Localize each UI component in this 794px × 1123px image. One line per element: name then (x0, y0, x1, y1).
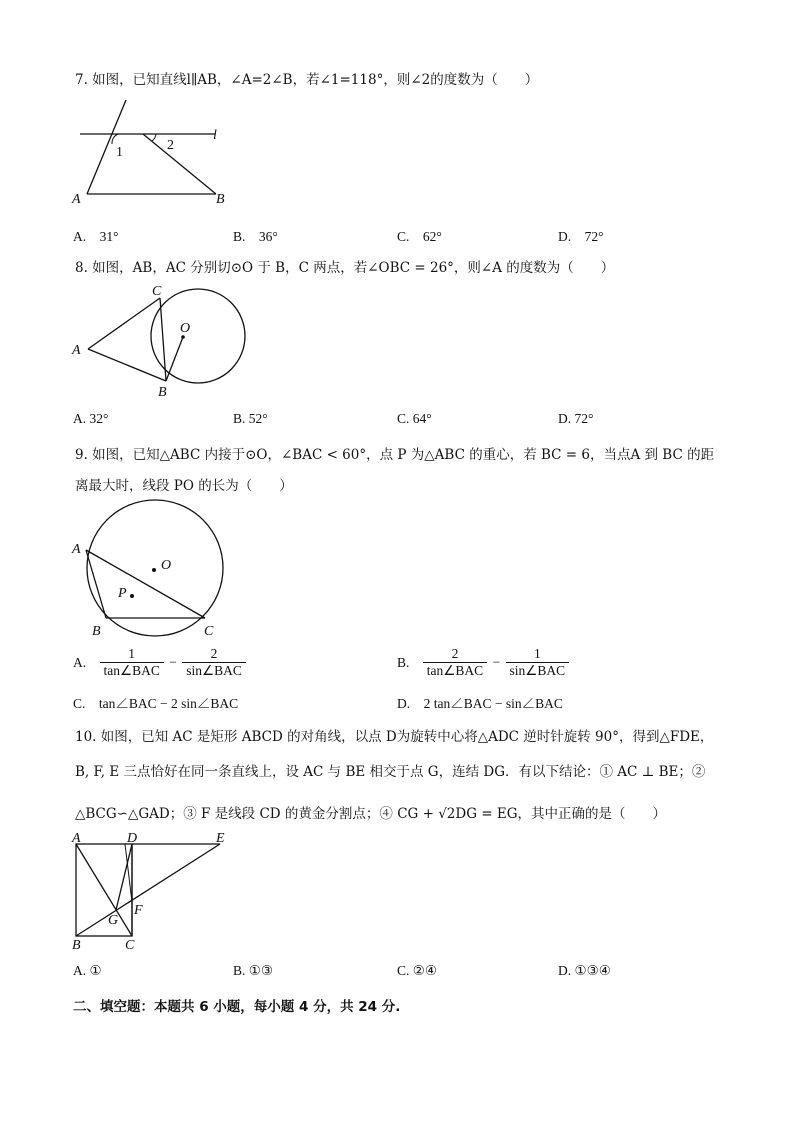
q9-option-b-num1: 2 (451, 646, 459, 661)
q7-option-d[interactable]: D. 72° (558, 229, 604, 244)
q8-option-d[interactable]: D. 72° (558, 411, 594, 426)
q9-option-a[interactable] (73, 646, 248, 679)
q8-label-c: C (152, 284, 162, 299)
q10-label-c: C (125, 938, 135, 953)
q9-option-a-num1: 1 (128, 646, 136, 661)
q7-label-l: l (213, 128, 217, 143)
q10-option-d[interactable]: D. ①③④ (558, 963, 611, 978)
q7-option-c[interactable]: C. 62° (397, 229, 442, 244)
q10-option-b[interactable]: B. ①③ (233, 963, 273, 978)
q10-label-d: D (127, 831, 138, 846)
q7-option-b[interactable]: B. 36° (233, 229, 278, 244)
q7-label-a: A (72, 192, 81, 207)
q10-figure (70, 832, 240, 957)
q9-option-b[interactable] (397, 646, 571, 679)
q10-option-a[interactable]: A. ① (73, 963, 102, 978)
q9-option-b-den2: sin∠BAC (506, 662, 570, 679)
q9-label-o: O (161, 558, 172, 573)
q7-label-1: 1 (116, 145, 123, 160)
q9-option-a-label: A. (73, 654, 87, 670)
q9-label-p: P (118, 586, 127, 601)
q10-label-g: G (108, 913, 119, 928)
q9-option-a-frac1 (100, 646, 164, 679)
q7-stem: 7. 如图，已知直线l∥AB，∠A=2∠B，若∠1=118°，则∠2的度数为（ ） (75, 72, 539, 88)
q10-option-c[interactable]: C. ②④ (397, 963, 437, 978)
q7-label-2: 2 (167, 138, 174, 153)
q8-figure (70, 282, 240, 402)
q9-label-a: A (72, 542, 81, 557)
q10-label-a: A (72, 831, 81, 846)
q9-stem-line1: 9. 如图，已知△ABC 内接于⊙O，∠BAC < 60°，点 P 为△ABC 的重心，若 BC = 6，当点A 到 BC 的距 (75, 447, 715, 463)
q9-stem-line2: 离最大时，线段 PO 的长为（ ） (75, 478, 293, 494)
q8-label-b: B (158, 385, 167, 400)
section-heading: 二、填空题：本题共 6 小题，每小题 4 分，共 24 分. (73, 999, 401, 1015)
q9-option-a-frac2 (182, 646, 246, 679)
q7-figure (70, 98, 240, 208)
q9-label-b: B (92, 624, 101, 639)
q9-option-d[interactable]: D. 2 tan∠BAC − sin∠BAC (397, 696, 563, 711)
q10-stem-line1: 10. 如图，已知 AC 是矩形 ABCD 的对角线，以点 D为旋转中心将△ADC 逆时针旋转 90°，得到△FDE， (75, 729, 714, 745)
q10-stem-line2: B, F, E 三点恰好在同一条直线上，设 AC 与 BE 相交于点 G，连结 DG．有以下结论：① AC ⊥ BE；② (75, 764, 706, 780)
q10-stem-line3: △BCG∽△GAD；③ F 是线段 CD 的黄金分割点；④ CG + √2DG = EG，其中正确的是（ ） (75, 806, 667, 822)
q10-label-b: B (72, 938, 81, 953)
q7-label-b: B (216, 192, 225, 207)
q9-option-b-frac2 (506, 646, 570, 679)
q9-option-b-minus: − (492, 654, 501, 670)
q9-option-a-num2: 2 (210, 646, 218, 661)
q9-option-b-num2: 1 (533, 646, 541, 661)
q9-option-b-den1: tan∠BAC (423, 662, 487, 679)
q9-label-c: C (204, 624, 214, 639)
q9-option-c[interactable]: C. tan∠BAC − 2 sin∠BAC (73, 696, 239, 711)
q8-option-c[interactable]: C. 64° (397, 411, 432, 426)
q9-option-a-den2: sin∠BAC (182, 662, 246, 679)
q10-label-e: E (216, 831, 225, 846)
q10-label-f: F (134, 903, 143, 918)
q8-stem: 8. 如图，AB，AC 分别切⊙O 于 B，C 两点，若∠OBC = 26°，则∠A 的度数为（ ） (75, 260, 615, 276)
q9-option-a-minus: − (169, 654, 177, 670)
q9-option-b-frac1 (423, 646, 487, 679)
q7-option-a[interactable]: A. 31° (73, 229, 119, 244)
q9-option-a-den1: tan∠BAC (100, 662, 164, 679)
q8-label-a: A (72, 343, 81, 358)
q8-label-o: O (180, 321, 191, 336)
q8-option-a[interactable]: A. 32° (73, 411, 109, 426)
q9-option-b-label: B. (397, 654, 410, 670)
q9-figure (70, 498, 240, 643)
q8-option-b[interactable]: B. 52° (233, 411, 268, 426)
